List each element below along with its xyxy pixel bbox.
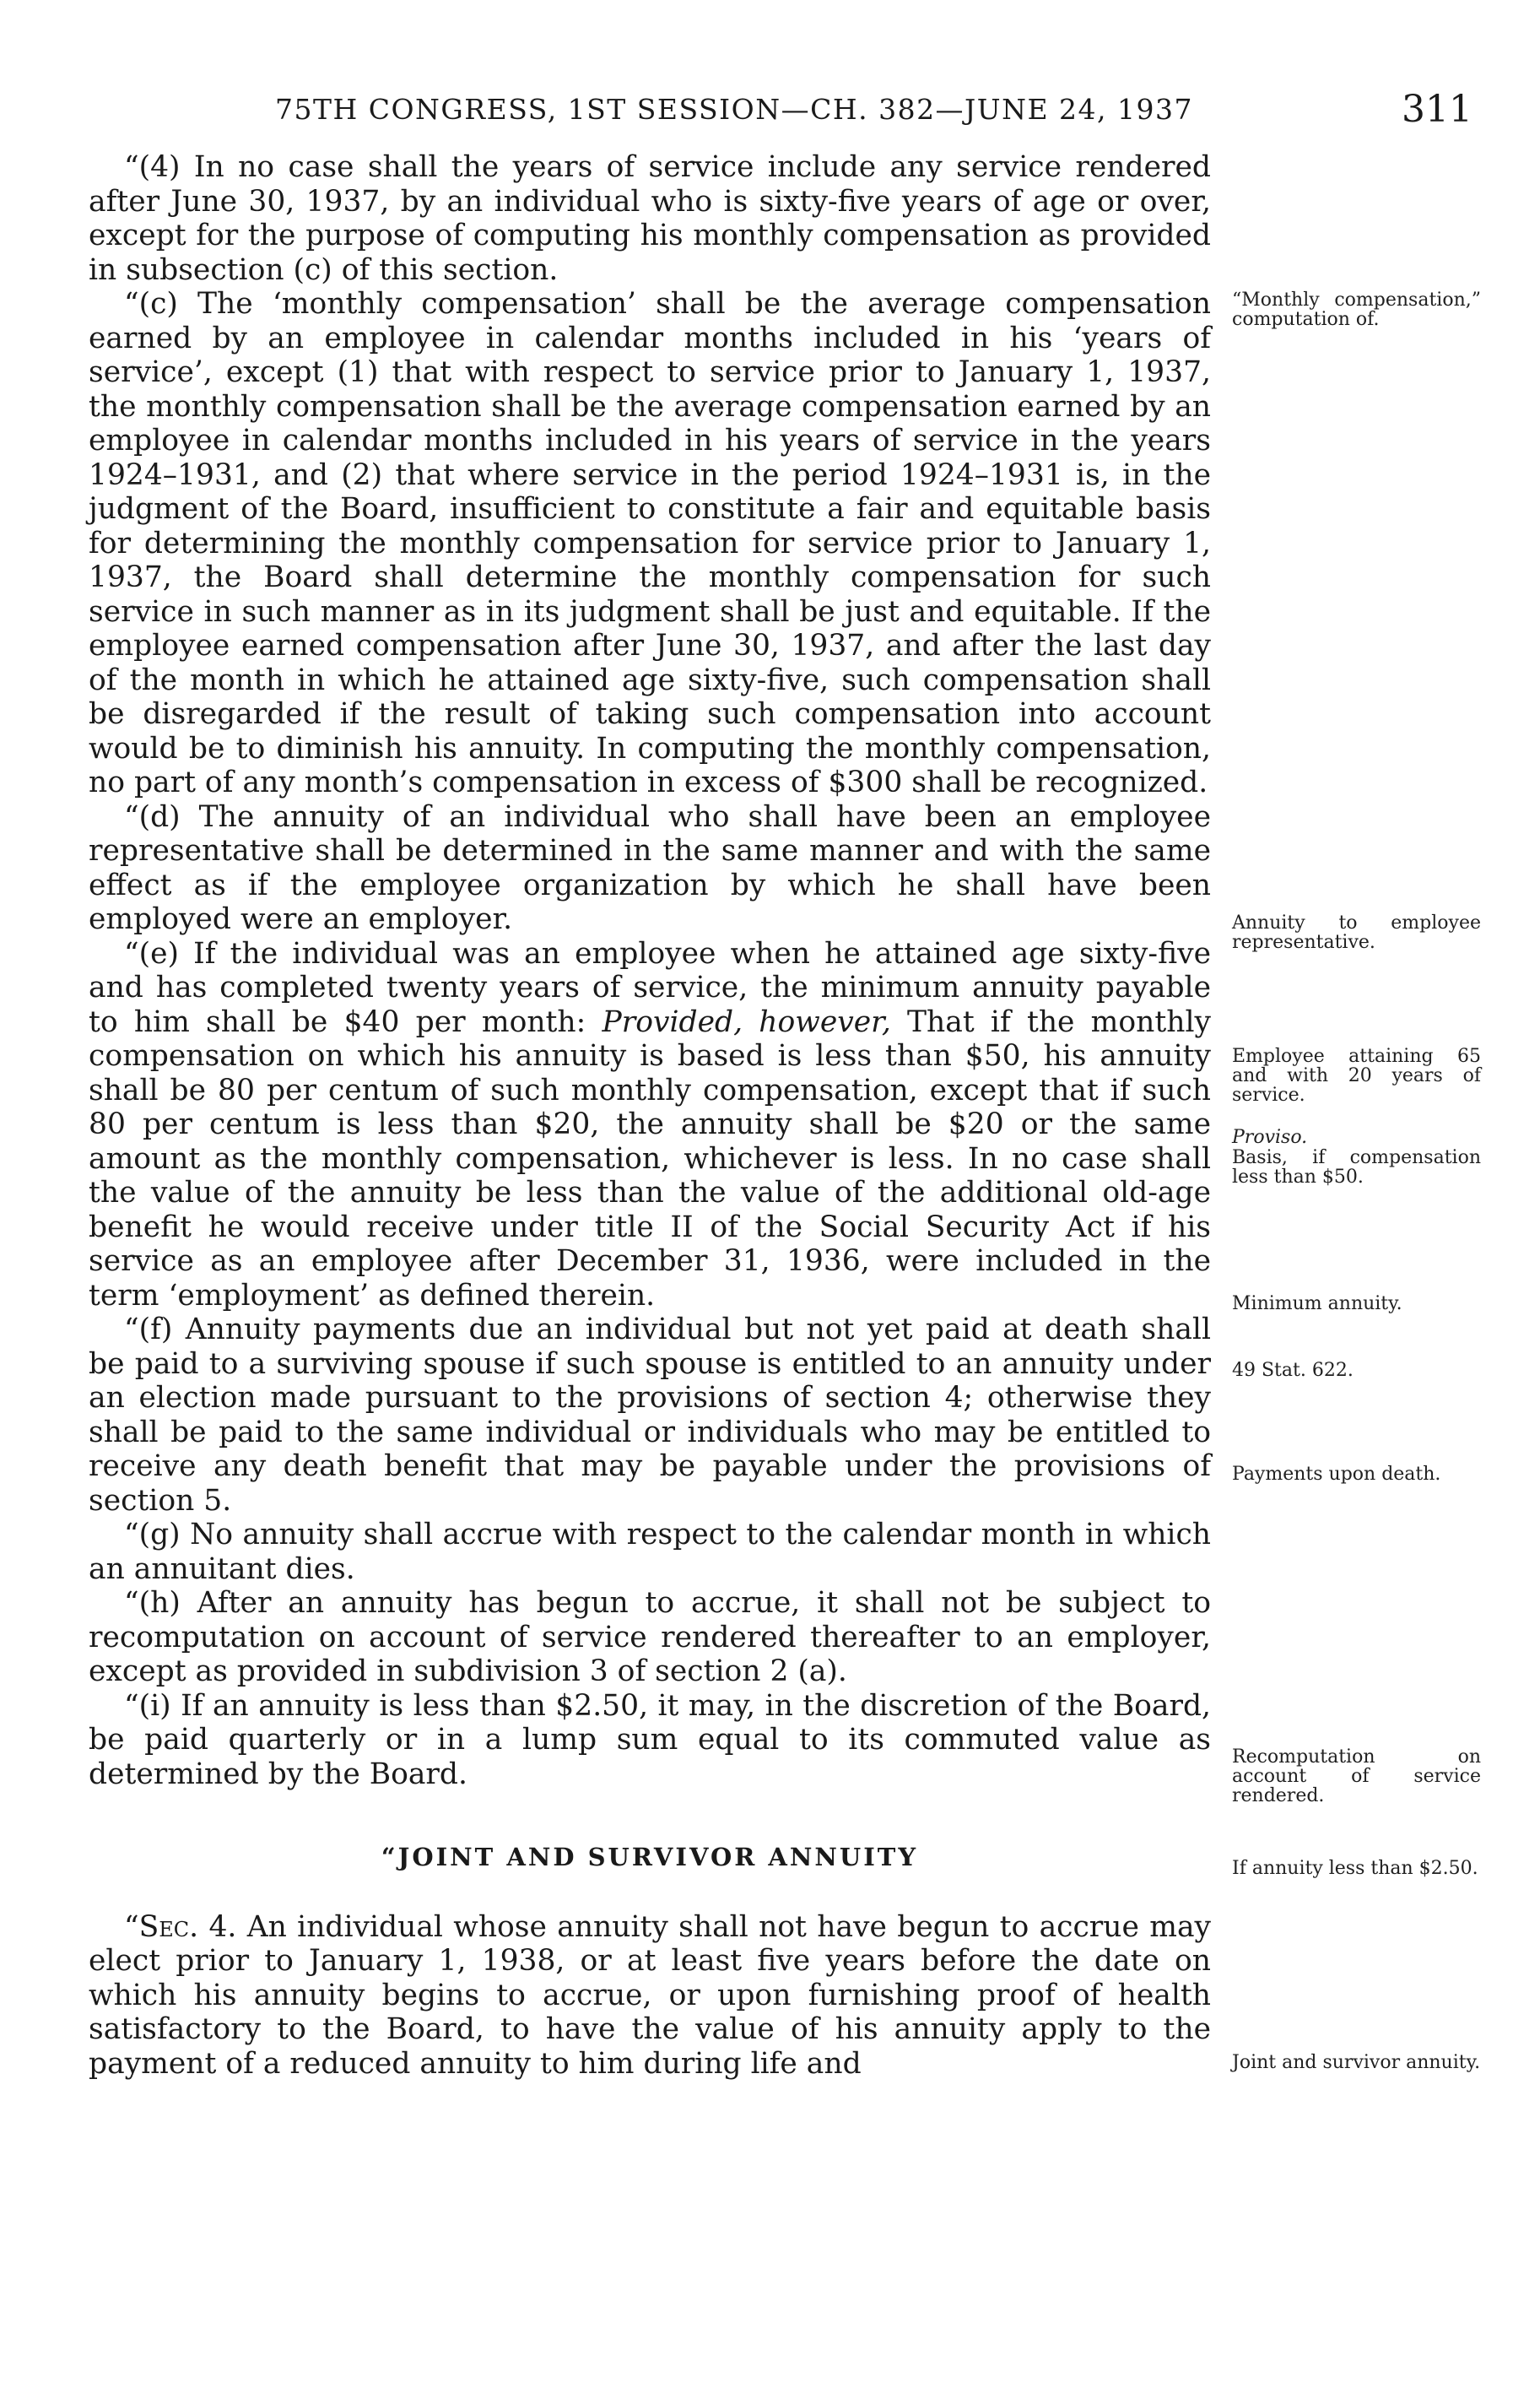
paragraph-i: “(i) If an annuity is less than $2.50, it may, in the discretion of the Board, be paid quarterly or in a lump sum equal to its commuted value as determined by the Board. bbox=[89, 1688, 1211, 1791]
margin-note-monthly-compensation: “Monthly compensation,” computation of. bbox=[1232, 290, 1481, 330]
margin-note-annuity-less-than: If annuity less than $2.50. bbox=[1232, 1858, 1478, 1879]
paragraph-e bbox=[89, 937, 1211, 1313]
margin-note-basis: Basis, if compensation less than $50. bbox=[1232, 1147, 1481, 1188]
paragraph-c: “(c) The ‘monthly compensation’ shall be the average compensation earned by an employee in calendar months included in his ‘years of service’, except (1) that with respect to service prior to January 1, 1937, the monthly compensation shall be the average compensation earned by an employee in calendar months included in his years of service in the years 1924–1931, and (2) that where service in the period 1924–1931 is, in the judgment of the Board, insufficient to constitute a fair and equitable basis for determining the monthly compensation for service prior to January 1, 1937, the Board shall determine the monthly compensation for such service in such manner as in its judgment shall be just and equitable. If the employee earned compensation after June 30, 1937, and after the last day of the month in which he attained age sixty-five, such compensation shall be disregarded if the result of taking such compensation into account would be to diminish his annuity. In computing the monthly compensation, no part of any month’s compensation in excess of $300 shall be recognized. bbox=[89, 287, 1211, 799]
margin-note-employee-attaining-65: Employee attaining 65 and with 20 years of service. bbox=[1232, 1046, 1481, 1106]
margin-note-minimum-annuity: Minimum annuity. bbox=[1232, 1293, 1402, 1314]
section-4-text: An individual whose annuity shall not have begun to accrue may elect prior to January 1, 1938, or at least five years before the date on which his annuity begins to accrue, or upon furnishing proof of health satisfactory to the Board, to have the value of his annuity apply to the payment of a reduced annuity to him during life and bbox=[89, 1909, 1212, 2081]
section-heading: “JOINT AND SURVIVOR ANNUITY bbox=[381, 1843, 919, 1871]
paragraph-h: “(h) After an annuity has begun to accrue, it shall not be subject to recomputation on account of service rendered thereafter to an employer, except as provided in subdivision 3 of section 2 (a). bbox=[89, 1586, 1211, 1688]
proviso-phrase: Provided, however, bbox=[602, 1004, 891, 1039]
section-4-label: “Sec. 4. bbox=[124, 1909, 237, 1944]
paragraph-4: “(4) In no case shall the years of service include any service rendered after June 30, 1937, by an individual who is sixty-five years of age or over, except for the purpose of computing his monthly compensation as provided in subsection (c) of this section. bbox=[89, 150, 1211, 287]
paragraph-d: “(d) The annuity of an individual who shall have been an employee representative shall be determined in the same manner and with the same effect as if the employee organization by which he shall have been employed were an employer. bbox=[89, 799, 1211, 936]
margin-note-employee-representative: Annuity to employee representative. bbox=[1232, 912, 1481, 953]
paragraph-e-text-1: “(e) If the individual was an employee when he attained age sixty-five and has completed twenty years of service, the minimum annuity payable to him shall be $40 per month: bbox=[89, 936, 1211, 1039]
page-number: 311 bbox=[1402, 88, 1472, 131]
section-4-paragraph bbox=[89, 1910, 1211, 2082]
margin-note-joint-survivor: Joint and survivor annuity. bbox=[1232, 2052, 1481, 2073]
paragraph-g: “(g) No annuity shall accrue with respect to the calendar month in which an annuitant dies. bbox=[89, 1518, 1211, 1586]
paragraph-f: “(f) Annuity payments due an individual but not yet paid at death shall be paid to a surviving spouse if such spouse is entitled to an annuity under an election made pursuant to the provisions of section 4; otherwise they shall be paid to the same individual or individuals who may be entitled to receive any death benefit that may be payable under the provisions of section 5. bbox=[89, 1313, 1211, 1518]
margin-note-payments-upon-death: Payments upon death. bbox=[1232, 1464, 1441, 1485]
margin-note-proviso: Proviso. bbox=[1232, 1127, 1308, 1148]
margin-note-stat-reference: 49 Stat. 622. bbox=[1232, 1360, 1354, 1381]
statute-body bbox=[89, 150, 1211, 2081]
paragraph-e-text-2: That if the monthly compensation on which his annuity is based is less than $50, his annuity shall be 80 per centum of such monthly compensation, except that if such 80 per centum is less than $20, the annuity shall be $20 or the same amount as the monthly compensation, whichever is less. In no case shall the value of the annuity be less than the value of the additional old-age benefit he would receive under title II of the Social Security Act if his service as an employee after December 31, 1936, were included in the term ‘employment’ as defined therein. bbox=[89, 1004, 1211, 1313]
running-head: 75TH CONGRESS, 1ST SESSION—CH. 382—JUNE 24, 1937 bbox=[274, 93, 1194, 126]
margin-note-recomputation: Recomputation on account of service rendered. bbox=[1232, 1746, 1481, 1806]
